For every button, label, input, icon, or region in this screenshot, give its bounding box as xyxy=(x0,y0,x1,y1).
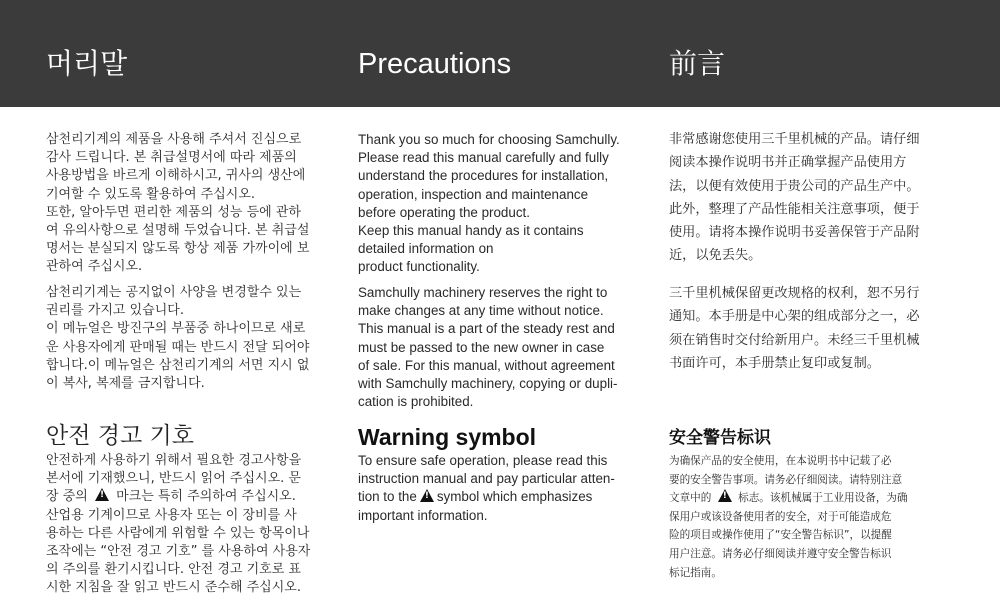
text-line: 用户注意。请务必仔细阅读并遵守安全警告标识 xyxy=(669,547,892,560)
text-line: 운 사용자에게 판매될 때는 반드시 전달 되어야 xyxy=(46,339,310,355)
text-line: 通知。本手册是中心架的组成部分之一，必 xyxy=(669,309,920,325)
text-line: 산업용 기계이므로 사용자 또는 이 장비를 사 xyxy=(46,507,297,523)
text-line: Please read this manual carefully and fully xyxy=(358,150,609,166)
title-chinese: 前言 xyxy=(669,47,726,80)
text-line xyxy=(46,488,336,506)
chinese-para2 xyxy=(669,282,969,375)
text-line: before operating the product. xyxy=(358,204,530,220)
text-line: product functionality. xyxy=(358,259,480,275)
warning-triangle-icon xyxy=(718,489,732,502)
english-para1 xyxy=(358,131,648,277)
text-line: 保用户或该设备使用者的安全，对于可能造成危 xyxy=(669,510,892,523)
warning-triangle-icon xyxy=(95,488,109,501)
text-line: with Samchully machinery, copying or dupli- xyxy=(358,376,618,392)
text-line: 须在销售时交付给新用户。未经三千里机械 xyxy=(669,332,920,348)
text-line: 명서는 분실되지 않도록 항상 제품 가까이에 보 xyxy=(46,241,310,257)
text-line: 의 주의를 환기시킵니다. 안전 경고 기호로 표 xyxy=(46,562,301,578)
text-line: 시한 지침을 잘 읽고 반드시 준수해 주십시오. xyxy=(46,580,301,596)
english-warning-title: Warning symbol xyxy=(358,424,537,450)
text-line: 관하여 주십시오. xyxy=(46,259,143,275)
text-line: 본서에 기재했으니, 반드시 읽어 주십시오. 문 xyxy=(46,471,301,487)
warning-triangle-icon xyxy=(420,489,434,502)
text-line: 法，以便有效使用于贵公司的产品生产中。 xyxy=(669,178,920,194)
chinese-warning-title: 安全警告标识 xyxy=(669,428,771,448)
text-line: Samchully machinery reserves the right to xyxy=(358,285,608,300)
text-line: 近，以免丢失。 xyxy=(669,248,762,264)
text-line: detailed information on xyxy=(358,241,494,257)
text-line: 안전하게 사용하기 위해서 필요한 경고사항을 xyxy=(46,453,302,468)
text-line: 使用。请将本操作说明书妥善保管于产品附 xyxy=(669,225,920,241)
text-line: make changes at any time without notice. xyxy=(358,303,604,319)
english-para2 xyxy=(358,284,648,411)
text-line: 要的安全警告事项。请务必仔细阅读。请特别注意 xyxy=(669,473,903,486)
text-line: important information. xyxy=(358,507,488,523)
chinese-para1 xyxy=(669,128,969,268)
text-line: of sale. For this manual, without agreement xyxy=(358,357,615,373)
text-line: 합니다.이 메뉴얼은 삼천리기계의 서면 지시 없 xyxy=(46,357,310,373)
korean-para2 xyxy=(46,284,336,393)
text-line: 권리를 가지고 있습니다. xyxy=(46,303,184,319)
text-line: Thank you so much for choosing Samchully. xyxy=(358,132,620,147)
text-line xyxy=(669,489,969,508)
text-line: cation is prohibited. xyxy=(358,394,474,410)
text-line: 标记指南。 xyxy=(669,566,722,579)
text-segment: 장 중의 xyxy=(46,489,88,505)
text-line: 非常感谢您使用三千里机械的产品。请仔细 xyxy=(669,132,920,147)
text-line: 이 메뉴얼은 방진구의 부품중 하나이므로 새로 xyxy=(46,321,306,337)
text-line: 조작에는 “안전 경고 기호” 를 사용하여 사용자 xyxy=(46,544,311,560)
text-line: 용하는 다른 사람에게 위험할 수 있는 항목이나 xyxy=(46,525,310,541)
text-line: 사용방법을 바르게 이해하시고, 귀사의 생산에 xyxy=(46,168,306,184)
text-line: understand the procedures for installation, xyxy=(358,168,609,184)
text-line: 此外，整理了产品性能相关注意事项，便于 xyxy=(669,201,920,217)
text-line: must be passed to the new owner in case xyxy=(358,339,605,355)
text-line: 书面许可，本手册禁止复印或复制。 xyxy=(669,355,880,371)
text-line: 여 유의사항으로 설명해 두었습니다. 본 취급설 xyxy=(46,223,310,239)
korean-para1 xyxy=(46,131,336,277)
text-line: 또한, 알아두면 편리한 제품의 성능 등에 관하 xyxy=(46,204,301,220)
text-line: 삼천리기계의 제품을 사용해 주셔서 진심으로 xyxy=(46,132,302,147)
text-line: instruction manual and pay particular atten- xyxy=(358,471,615,487)
korean-warning-text xyxy=(46,452,336,598)
text-segment: 标志。该机械属于工业用设备，为确 xyxy=(738,492,908,505)
text-line: 기여할 수 있도록 활용하여 주십시오. xyxy=(46,186,256,202)
text-line: 감사 드립니다. 본 취급설명서에 따라 제품의 xyxy=(46,150,297,166)
text-line: 삼천리기계는 공지없이 사양을 변경할수 있는 xyxy=(46,285,302,300)
title-english: Precautions xyxy=(358,48,512,80)
korean-warning-title: 안전 경고 기호 xyxy=(46,423,194,449)
text-line xyxy=(358,488,648,506)
title-korean: 머리말 xyxy=(46,47,128,80)
text-segment: tion to the xyxy=(358,489,417,505)
text-line: operation, inspection and maintenance xyxy=(358,186,589,202)
text-segment: 마크는 특히 주의하여 주십시오. xyxy=(116,489,296,505)
text-segment: 文章中的 xyxy=(669,492,712,505)
header-bar xyxy=(0,0,1000,107)
text-line: 이 복사, 복제를 금지합니다. xyxy=(46,376,205,392)
text-line: 为确保产品的安全使用，在本说明书中记载了必 xyxy=(669,455,892,467)
text-line: This manual is a part of the steady rest and xyxy=(358,321,615,337)
text-line: 险的项目或操作使用了“安全警告标识”，以提醒 xyxy=(669,529,892,542)
text-line: To ensure safe operation, please read this xyxy=(358,453,608,468)
text-line: Keep this manual handy as it contains xyxy=(358,223,584,239)
text-segment: symbol which emphasizes xyxy=(436,489,593,505)
text-line: 阅读本操作说明书并正确掌握产品使用方 xyxy=(669,155,907,171)
chinese-warning-text xyxy=(669,452,969,582)
text-line: 三千里机械保留更改规格的权利，恕不另行 xyxy=(669,286,920,301)
english-warning-text xyxy=(358,452,648,525)
